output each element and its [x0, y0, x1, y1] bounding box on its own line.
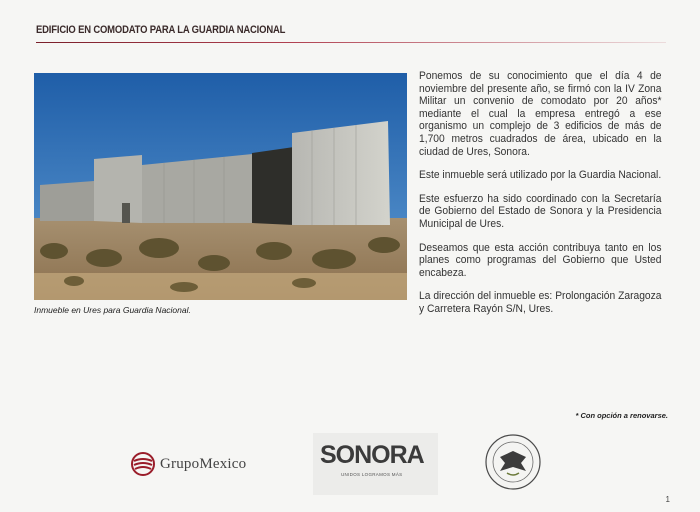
paragraph-address: La dirección del inmueble es: Prolongación Zaragoza y Carretera Rayón S/N, Ures.: [419, 290, 662, 315]
sonora-tagline: UNIDOS LOGRAMOS MÁS: [341, 472, 403, 477]
photo-caption: Inmueble en Ures para Guardia Nacional.: [34, 305, 191, 315]
sedena-seal-icon: [484, 433, 542, 491]
paragraph-intro: Ponemos de su conocimiento que el día 4 de noviembre del presente año, se firmó con la IV Zona Militar un convenio de comodato por 20 años* mediante el cual la empresa entregó a ese organismo un complejo de 3 edificios de más de 1,700 metros cuadrados de área, ubicado en la ciudad de Ures, Sonora.: [419, 70, 662, 158]
grupo-mexico-emblem-icon: [130, 451, 156, 477]
page-title: EDIFICIO EN COMODATO PARA LA GUARDIA NACIONAL: [36, 24, 286, 36]
paragraph-wish: Deseamos que esta acción contribuya tanto en los planes como programas del Gobierno que Usted encabeza.: [419, 241, 662, 279]
page-number: 1: [665, 495, 670, 504]
paragraph-usage: Este inmueble será utilizado por la Guardia Nacional.: [419, 169, 662, 182]
body-text: [419, 70, 662, 327]
footnote: * Con opción a renovarse.: [575, 411, 668, 420]
grupo-mexico-logo: [130, 448, 246, 480]
paragraph-coordination: Este esfuerzo ha sido coordinado con la Secretaría de Gobierno del Estado de Sonora y la Presidencia Municipal de Ures.: [419, 192, 662, 230]
title-divider: [36, 42, 666, 43]
sonora-logo: [313, 433, 438, 495]
sonora-wordmark: SONORA: [320, 441, 424, 469]
grupo-mexico-wordmark: GrupoMexico: [160, 455, 247, 472]
building-photo: [34, 73, 407, 300]
